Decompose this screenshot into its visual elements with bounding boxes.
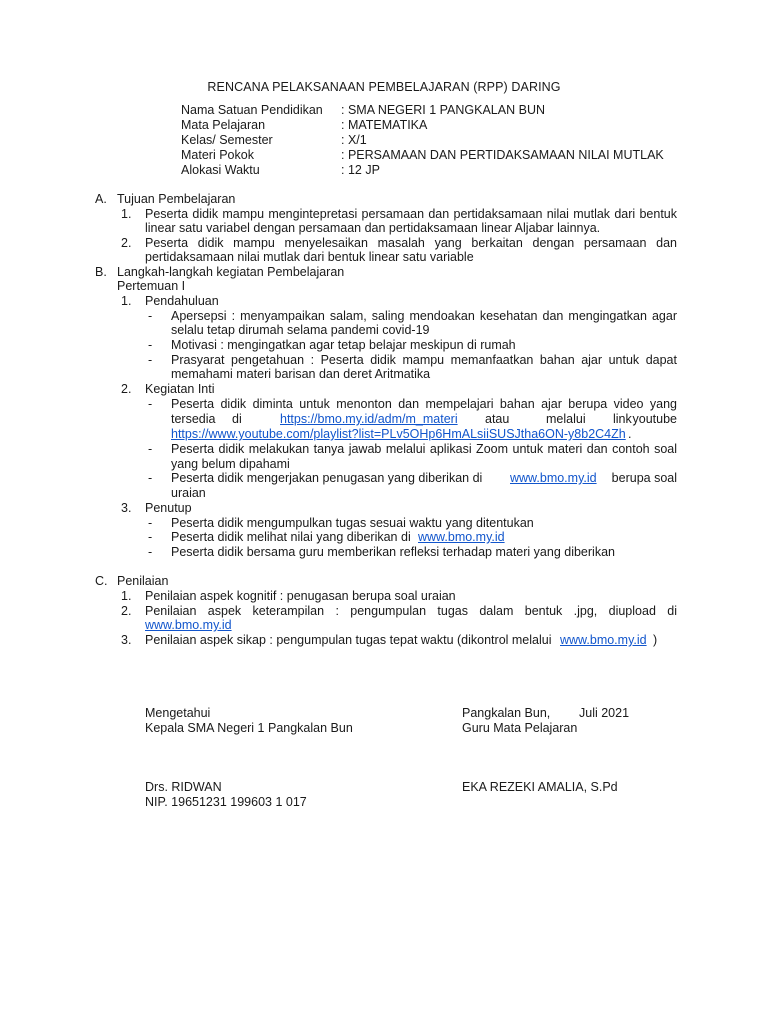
penutup-item3: Peserta didik bersama guru memberikan refleksi terhadap materi yang diberikan (171, 545, 615, 559)
info-row-topic (181, 148, 664, 163)
info-value: : 12 JP (341, 163, 380, 177)
inti-item1-word: di (232, 412, 242, 426)
info-label: Materi Pokok (181, 148, 254, 162)
bullet-dash: - (148, 309, 153, 323)
section-c-marker: C. (95, 574, 108, 588)
bullet-dash: - (148, 516, 153, 530)
penutup-title: Penutup (145, 501, 192, 515)
penutup-item1: Peserta didik mengumpulkan tugas sesuai waktu yang ditentukan (171, 516, 534, 530)
assessment-attitude-close: ) (653, 633, 658, 647)
apersepsi-line1: Apersepsi : menyampaikan salam, saling mendoakan kesehatan dan mengingatkan agar (171, 309, 677, 323)
inti-item1-period: . (628, 427, 632, 441)
info-row-school (181, 103, 664, 118)
list-number: 3. (121, 633, 132, 647)
bullet-dash: - (148, 353, 153, 367)
materi-link[interactable]: https://bmo.my.id/adm/m_materi (280, 412, 458, 426)
inti-item1-word: youtube (632, 412, 677, 426)
bullet-dash: - (148, 545, 153, 559)
inti-item2-line1: Peserta didik melakukan tanya jawab melalui aplikasi Zoom untuk materi dan contoh soal (171, 442, 677, 456)
identity-table (181, 103, 664, 178)
section-a-marker: A. (95, 192, 107, 206)
objective-2-line2: pertidaksamaan nilai mutlak dari bentuk linear satu variable (145, 250, 474, 264)
signature-right-place: Pangkalan Bun, (462, 706, 551, 720)
info-value: : SMA NEGERI 1 PANGKALAN BUN (341, 103, 545, 117)
section-b-title: Langkah-langkah kegiatan Pembelajaran (117, 265, 345, 279)
info-row-subject (181, 118, 664, 133)
youtube-playlist-link[interactable]: https://www.youtube.com/playlist?list=PLv5OHp6HmALsiiSUSJtha6ON-y8b2C4Zh (171, 427, 626, 441)
bullet-dash: - (148, 442, 153, 456)
inti-item3-text: Peserta didik mengerjakan penugasan yang diberikan di (171, 471, 483, 485)
penutup-item2: Peserta didik melihat nilai yang diberikan di (171, 530, 411, 544)
info-label: Mata Pelajaran (181, 118, 266, 132)
signature-left-label: Mengetahui (145, 706, 211, 720)
section-c-title: Penilaian (117, 574, 169, 588)
inti-item1-word: melalui (546, 412, 586, 426)
bmo-link[interactable]: www.bmo.my.id (510, 471, 597, 485)
inti-item3-line2: uraian (171, 486, 206, 500)
list-number: 2. (121, 236, 132, 250)
inti-item1-line1: Peserta didik diminta untuk menonton dan mempelajari bahan ajar berupa video yang (171, 397, 677, 411)
prasyarat-line2: memahami materi barisan dan deret Aritmatika (171, 367, 431, 381)
signature-left-name: Drs. RIDWAN (145, 780, 222, 794)
list-number: 1. (121, 207, 132, 221)
bullet-dash: - (148, 530, 153, 544)
pendahuluan-title: Pendahuluan (145, 294, 219, 308)
bmo-link[interactable]: www.bmo.my.id (145, 618, 232, 632)
motivasi-line: Motivasi : mengingatkan agar tetap belajar meskipun di rumah (171, 338, 516, 352)
objective-1-line1: Peserta didik mampu mengintepretasi persamaan dan pertidaksamaan nilai mutlak dari bentuk (145, 207, 677, 221)
info-row-time (181, 163, 664, 178)
signature-right-name: EKA REZEKI AMALIA, S.Pd (462, 780, 618, 794)
apersepsi-line2: selalu tetap dirumah selama pandemi covid-19 (171, 323, 430, 337)
section-b-marker: B. (95, 265, 107, 279)
bmo-link[interactable]: www.bmo.my.id (560, 633, 647, 647)
prasyarat-line1: Prasyarat pengetahuan : Peserta didik mampu memanfaatkan bahan ajar untuk dapat (171, 353, 677, 367)
list-number: 3. (121, 501, 132, 515)
info-label: Nama Satuan Pendidikan (181, 103, 323, 117)
assessment-attitude: Penilaian aspek sikap : pengumpulan tugas tepat waktu (dikontrol melalui (145, 633, 552, 647)
inti-item1-word: atau (485, 412, 510, 426)
bullet-dash: - (148, 338, 153, 352)
bullet-dash: - (148, 471, 153, 485)
signature-left-role: Kepala SMA Negeri 1 Pangkalan Bun (145, 721, 353, 735)
signature-left-nip: NIP. 19651231 199603 1 017 (145, 795, 307, 809)
assessment-cognitive: Penilaian aspek kognitif : penugasan berupa soal uraian (145, 589, 456, 603)
inti-item3-after: berupa soal (611, 471, 677, 485)
inti-item1-word: tersedia (171, 412, 216, 426)
assessment-skill: Penilaian aspek keterampilan : pengumpulan tugas dalam bentuk .jpg, diupload di (145, 604, 677, 618)
list-number: 1. (121, 294, 132, 308)
section-a-title: Tujuan Pembelajaran (117, 192, 236, 206)
info-value: : X/1 (341, 133, 367, 147)
bmo-link[interactable]: www.bmo.my.id (418, 530, 505, 544)
info-label: Kelas/ Semester (181, 133, 273, 147)
info-value: : PERSAMAAN DAN PERTIDAKSAMAAN NILAI MUTLAK (341, 148, 664, 162)
list-number: 2. (121, 604, 132, 618)
objective-2-line1: Peserta didik mampu menyelesaikan masalah yang berkaitan dengan persamaan dan (145, 236, 677, 250)
inti-item1-word: link (613, 412, 632, 426)
list-number: 1. (121, 589, 132, 603)
signature-right-date: Juli 2021 (579, 706, 630, 720)
info-value: : MATEMATIKA (341, 118, 428, 132)
inti-title: Kegiatan Inti (145, 382, 215, 396)
info-label: Alokasi Waktu (181, 163, 260, 177)
bullet-dash: - (148, 397, 153, 411)
document-title: RENCANA PELAKSANAAN PEMBELAJARAN (RPP) DARING (207, 80, 561, 94)
signature-right-role: Guru Mata Pelajaran (462, 721, 578, 735)
meeting-label: Pertemuan I (117, 279, 186, 293)
inti-item2-line2: yang belum dipahami (171, 457, 290, 471)
list-number: 2. (121, 382, 132, 396)
objective-1-line2: linear satu variabel dengan persamaan dan pertidaksamaan linear Aljabar lainnya. (145, 221, 601, 235)
info-row-class (181, 133, 664, 148)
